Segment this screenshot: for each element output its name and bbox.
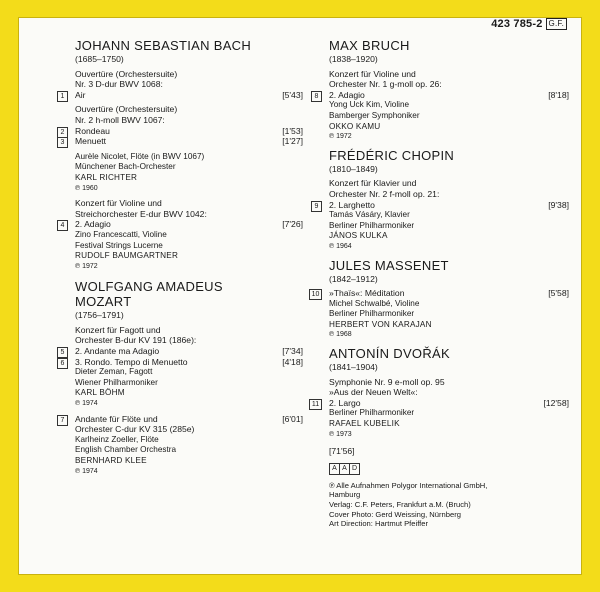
work-title: Orchester Nr. 2 f-moll op. 21: xyxy=(329,188,440,199)
phonogram-year: ℗ 1968 xyxy=(329,331,352,339)
orchestra: Berliner Philharmoniker xyxy=(329,408,415,418)
track-duration: [1'53] xyxy=(282,125,303,136)
track-row xyxy=(60,136,303,147)
conductor: BERNHARD KLEE xyxy=(75,456,147,465)
track-number-box: 4 xyxy=(57,220,68,231)
track-number-box: 8 xyxy=(311,91,322,102)
performer: Tamás Vásáry, Klavier xyxy=(329,210,410,220)
performer: Yong Uck Kim, Violine xyxy=(329,100,410,110)
credits xyxy=(329,481,569,529)
track-title: 2. Adagio xyxy=(75,219,111,230)
track-title: Menuett xyxy=(75,136,107,147)
composer-bach: JOHANN SEBASTIAN BACH xyxy=(75,38,252,53)
track-title: 2. Adagio xyxy=(329,89,365,100)
track-number-box: 2 xyxy=(57,127,68,138)
orchestra: Bamberger Symphoniker xyxy=(329,110,420,120)
booklet-page xyxy=(18,17,582,575)
bruch-dates: (1838–1920) xyxy=(329,54,378,64)
composer-massenet: JULES MASSENET xyxy=(329,257,449,273)
track-row xyxy=(60,346,303,357)
massenet-dates: (1842–1912) xyxy=(329,273,378,284)
track-duration: [12'58] xyxy=(543,397,569,408)
orchestra: Wiener Philharmoniker xyxy=(75,377,158,387)
composer-mozart: WOLFGANG AMADEUS xyxy=(75,279,223,295)
composer-dvorak: ANTONÍN DVOŘÁK xyxy=(329,346,450,362)
aad-letter: A xyxy=(329,463,340,475)
work-title: Ouvertüre (Orchestersuite) xyxy=(75,104,178,115)
work-title: Symphonie Nr. 9 e-moll op. 95 xyxy=(329,376,445,387)
track-row xyxy=(60,219,303,230)
conductor: JÁNOS KULKA xyxy=(329,231,388,241)
work-title: Konzert für Klavier und xyxy=(329,178,417,189)
track-number-box: 9 xyxy=(311,201,322,212)
conductor: OKKO KAMU xyxy=(329,121,381,131)
work-title: Orchester B-dur KV 191 (186e): xyxy=(75,335,197,346)
phonogram-year: ℗ 1973 xyxy=(329,430,352,438)
track-title: Andante für Flöte und xyxy=(75,413,158,424)
composer-mozart-surname: MOZART xyxy=(75,294,132,310)
track-number-box: 11 xyxy=(309,399,322,410)
track-title: »Thaïs«: Méditation xyxy=(329,288,405,299)
bach-dates: (1685–1750) xyxy=(75,54,124,64)
catalog-code-box: G.F. xyxy=(546,18,567,30)
track-row xyxy=(60,413,303,425)
track-duration: [9'38] xyxy=(548,199,569,210)
track-duration: [7'34] xyxy=(282,346,303,357)
work-title: Nr. 2 h-moll BWV 1067: xyxy=(75,114,165,125)
left-column xyxy=(60,32,303,477)
track-duration: [8'18] xyxy=(548,89,569,100)
conductor: KARL RICHTER xyxy=(75,172,138,182)
credit-line: Cover Photo: Gerd Weissing, Nürnberg xyxy=(329,509,461,519)
track-row xyxy=(311,397,569,409)
track-number-box: 6 xyxy=(57,358,68,369)
track-number-box: 1 xyxy=(57,91,68,102)
phonogram-year: ℗ 1960 xyxy=(75,184,98,192)
credit-line: ℗ Alle Aufnahmen Polygor International GmbH, xyxy=(329,480,488,490)
performer: Zino Francescatti, Violine xyxy=(75,229,167,239)
mozart-dates: (1756–1791) xyxy=(75,310,124,321)
track-number-box: 7 xyxy=(57,415,68,426)
track-row xyxy=(60,356,303,368)
track-number-box: 10 xyxy=(309,289,322,300)
work-title: »Aus der Neuen Welt«: xyxy=(329,387,418,398)
track-duration: [5'58] xyxy=(548,288,569,299)
orchestra: Berliner Philharmoniker xyxy=(329,220,415,230)
conductor: RAFAEL KUBELIK xyxy=(329,419,400,429)
orchestra: Festival Strings Lucerne xyxy=(75,240,163,250)
track-number-box: 3 xyxy=(57,137,68,148)
work-title: Konzert für Fagott und xyxy=(75,324,161,335)
work-title: Ouvertüre (Orchestersuite) xyxy=(75,68,178,79)
orchestra: Berliner Philharmoniker xyxy=(329,309,415,319)
track-row xyxy=(60,125,303,137)
work-title: Orchester Nr. 1 g-moll op. 26: xyxy=(329,79,442,90)
right-column xyxy=(311,32,569,529)
performer: Michel Schwalbé, Violine xyxy=(329,298,420,308)
work-title: Nr. 3 D-dur BWV 1068: xyxy=(75,79,163,90)
phonogram-year: ℗ 1972 xyxy=(329,133,352,141)
orchestra: English Chamber Orchestra xyxy=(75,445,177,455)
track-duration: [7'26] xyxy=(282,219,303,230)
conductor: HERBERT VON KARAJAN xyxy=(329,319,432,329)
chopin-dates: (1810–1849) xyxy=(329,163,378,174)
phonogram-year: ℗ 1964 xyxy=(329,242,352,250)
credit-line: Art Direction: Hartmut Pfeiffer xyxy=(329,519,429,529)
track-title: Air xyxy=(75,89,86,100)
catalog-number xyxy=(491,18,567,30)
track-row xyxy=(311,288,569,299)
track-duration: [1'27] xyxy=(282,136,303,147)
phonogram-year: ℗ 1972 xyxy=(75,262,98,270)
aad-letter: D xyxy=(349,463,360,475)
track-title: 2. Largo xyxy=(329,397,361,408)
track-row xyxy=(314,199,569,211)
track-title: 2. Andante ma Adagio xyxy=(75,346,160,357)
track-title: 3. Rondo. Tempo di Menuetto xyxy=(75,356,188,367)
catalog-number-text: 423 785-2 xyxy=(491,18,543,30)
track-duration: [4'18] xyxy=(282,356,303,367)
composer-bruch: MAX BRUCH xyxy=(329,38,410,53)
work-title: Orchester C-dur KV 315 (285e) xyxy=(75,424,195,435)
credit-line: Hamburg xyxy=(329,490,361,500)
performer: Karlheinz Zoeller, Flöte xyxy=(75,434,159,444)
track-title: 2. Larghetto xyxy=(329,199,375,210)
total-duration: [71'56] xyxy=(329,446,355,457)
track-duration: [5'43] xyxy=(282,89,303,100)
aad-code xyxy=(329,463,569,475)
track-row xyxy=(314,89,569,101)
conductor: RUDOLF BAUMGARTNER xyxy=(75,251,179,261)
performer: Dieter Zeman, Fagott xyxy=(75,367,153,377)
track-duration: [6'01] xyxy=(282,413,303,424)
performer: Aurèle Nicolet, Flöte (in BWV 1067) xyxy=(75,151,205,161)
track-number-box: 5 xyxy=(57,347,68,358)
conductor: KARL BÖHM xyxy=(75,388,125,398)
track-row xyxy=(60,89,303,101)
work-title: Konzert für Violine und xyxy=(75,198,162,209)
orchestra: Münchener Bach-Orchester xyxy=(75,162,176,172)
aad-letter: A xyxy=(339,463,350,475)
track-title: Rondeau xyxy=(75,125,110,136)
dvorak-dates: (1841–1904) xyxy=(329,362,378,373)
work-title: Streichorchester E-dur BWV 1042: xyxy=(75,208,207,219)
phonogram-year: ℗ 1974 xyxy=(75,400,98,408)
credit-line: Verlag: C.F. Peters, Frankfurt a.M. (Bruch) xyxy=(329,500,471,509)
phonogram-year: ℗ 1974 xyxy=(75,467,98,475)
work-title: Konzert für Violine und xyxy=(329,68,416,79)
composer-chopin: FRÉDÉRIC CHOPIN xyxy=(329,147,455,163)
